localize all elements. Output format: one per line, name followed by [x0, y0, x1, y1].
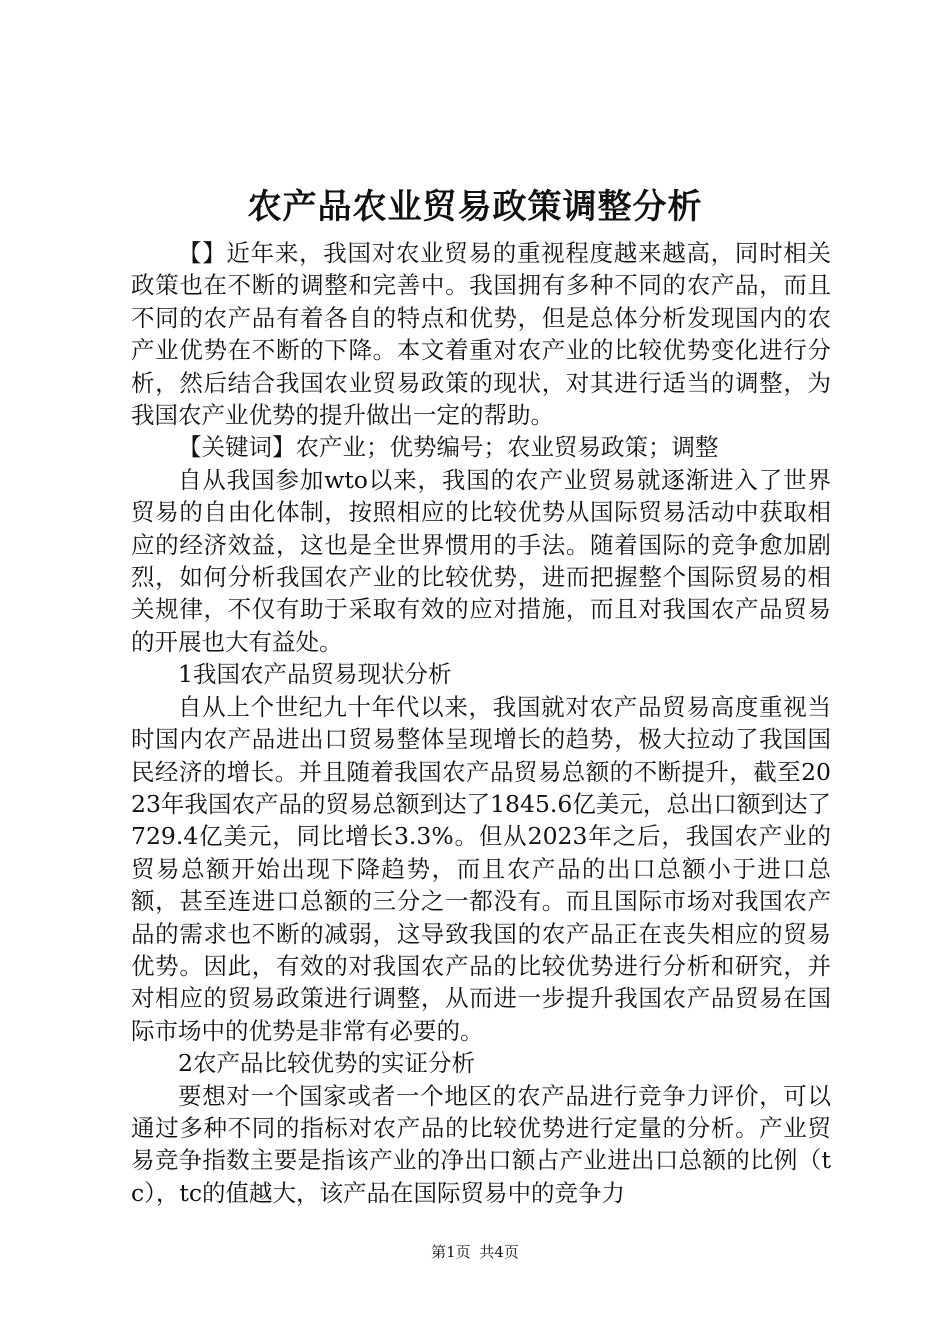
keywords-paragraph: 【关键词】农产业；优势编号；农业贸易政策；调整	[178, 433, 719, 462]
page-footer	[0, 1242, 950, 1262]
section-2-paragraph: 要想对一个国家或者一个地区的农产品进行竞争力评价，可以通过多种不同的指标对农产品的比较优势进行定量的分析。产业贸易竞争指数主要是指该产业的净出口额占产业进出口总额的比例（tc），tc的值越大，该产品在国际贸易中的竞争力	[131, 1081, 831, 1207]
section-1-paragraph: 自从上个世纪九十年代以来，我国就对农产品贸易高度重视当时国内农产品进出口贸易整体呈现增长的趋势，极大拉动了我国国民经济的增长。并且随着我国农产品贸易总额的不断提升，截至2023年我国农产品的贸易总额到达了1845.6亿美元，总出口额到达了729.4亿美元，同比增长3.3%。但从2023年之后，我国农产业的贸易总额开始出现下降趋势，而且农产品的出口总额小于进口总额，甚至连进口总额的三分之一都没有。而且国际市场对我国农产品的需求也不断的减弱，这导致我国的农产品正在丧失相应的贸易优势。因此，有效的对我国农产品的比较优势进行分析和研究，并对相应的贸易政策进行调整，从而进一步提升我国农产品贸易在国际市场中的优势是非常有必要的。	[131, 692, 831, 1045]
section-heading-1: 1我国农产品贸易现状分析	[178, 660, 452, 689]
intro-paragraph: 自从我国参加wto以来，我国的农产业贸易就逐渐进入了世界贸易的自由化体制，按照相应的比较优势从国际贸易活动中获取相应的经济效益，这也是全世界惯用的手法。随着国际的竞争愈加剧烈，如何分析我国农产业的比较优势，进而把握整个国际贸易的相关规律，不仅有助于采取有效的应对措施，而且对我国农产品贸易的开展也大有益处。	[131, 465, 831, 656]
page-number: 第1页	[431, 1243, 471, 1261]
page-total: 共4页	[479, 1243, 519, 1261]
abstract-paragraph: 【】近年来，我国对农业贸易的重视程度越来越高，同时相关政策也在不断的调整和完善中。我国拥有多种不同的农产品，而且不同的农产品有着各自的特点和优势，但是总体分析发现国内的农产业优势在不断的下降。本文着重对农产业的比较优势变化进行分析，然后结合我国农业贸易政策的现状，对其进行适当的调整，为我国农产业优势的提升做出一定的帮助。	[131, 239, 831, 430]
section-heading-2: 2农产品比较优势的实证分析	[178, 1049, 475, 1078]
document-title: 农产品农业贸易政策调整分析	[247, 187, 703, 227]
document-body	[131, 237, 831, 1209]
